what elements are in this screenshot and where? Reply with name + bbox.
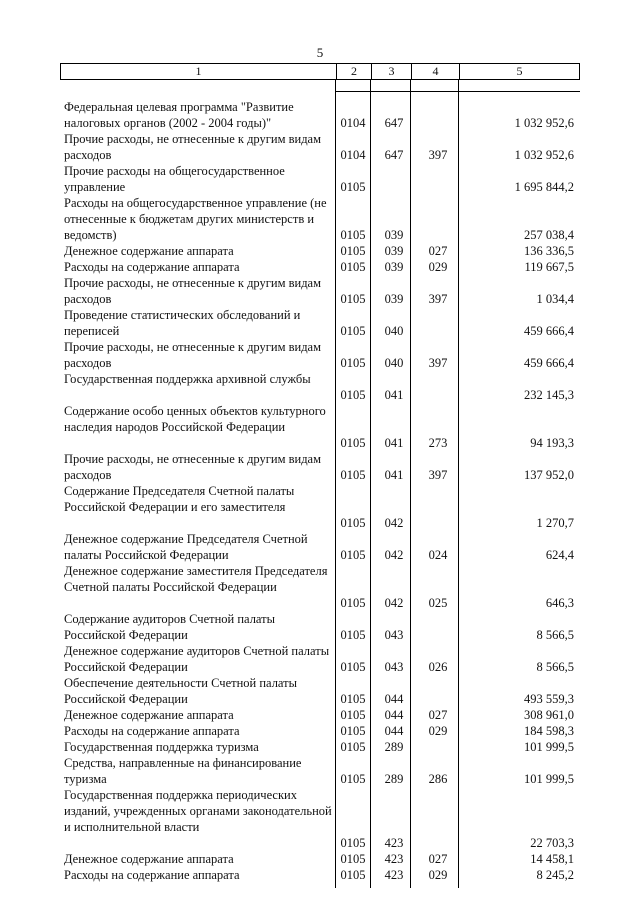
row-expense-code: 024 [428, 548, 448, 562]
row-section-code: 0105 [340, 628, 366, 642]
row-section-code: 0105 [340, 388, 366, 402]
table-row [64, 259, 580, 275]
row-name: Прочие расходы, не отнесенные к другим видам расходов [64, 276, 322, 306]
row-expense-code: 029 [428, 868, 448, 882]
row-section-code: 0105 [340, 324, 366, 338]
row-expense-code: 397 [428, 356, 448, 370]
row-section-code: 0105 [340, 260, 366, 274]
row-name: Средства, направленные на финансирование туризма [64, 756, 302, 786]
table-row [64, 195, 580, 243]
row-section-code: 0105 [340, 692, 366, 706]
row-amount: 459 666,4 [524, 356, 574, 370]
table-row [64, 787, 580, 851]
row-expense-code: 027 [428, 708, 448, 722]
row-name: Государственная поддержка туризма [64, 740, 259, 754]
table-header [60, 63, 580, 80]
row-amount: 1 032 952,6 [514, 148, 574, 162]
row-amount: 137 952,0 [524, 468, 574, 482]
row-amount: 14 458,1 [530, 852, 574, 866]
row-amount: 1 695 844,2 [514, 180, 574, 194]
row-name: Денежное содержание Председателя Счетной палаты Российской Федерации [64, 532, 308, 562]
row-section-code: 0105 [340, 516, 366, 530]
row-name: Обеспечение деятельности Счетной палаты Российской Федерации [64, 676, 298, 706]
table-row [64, 739, 580, 755]
table-row [64, 531, 580, 563]
row-target-code: 044 [384, 692, 404, 706]
table-row [64, 675, 580, 707]
row-section-code: 0105 [340, 244, 366, 258]
row-section-code: 0105 [340, 596, 366, 610]
row-target-code: 042 [384, 596, 404, 610]
row-name: Денежное содержание аудиторов Счетной палаты Российской Федерации [64, 644, 330, 674]
row-name: Прочие расходы, не отнесенные к другим видам расходов [64, 132, 322, 162]
row-name: Прочие расходы, не отнесенные к другим видам расходов [64, 340, 322, 370]
table-row [64, 131, 580, 163]
row-section-code: 0105 [340, 436, 366, 450]
row-target-code: 423 [384, 852, 404, 866]
table-row [64, 707, 580, 723]
row-expense-code: 397 [428, 148, 448, 162]
row-name: Государственная поддержка архивной службы [64, 372, 311, 386]
table-row [64, 403, 580, 451]
row-amount: 232 145,3 [524, 388, 574, 402]
row-target-code: 044 [384, 724, 404, 738]
row-target-code: 041 [384, 436, 404, 450]
row-section-code: 0105 [340, 356, 366, 370]
table-row [64, 483, 580, 531]
row-name: Содержание аудиторов Счетной палаты Российской Федерации [64, 612, 276, 642]
row-amount: 1 270,7 [536, 516, 574, 530]
row-name: Содержание Председателя Счетной палаты Российской Федерации и его заместителя [64, 484, 295, 514]
row-name: Прочие расходы, не отнесенные к другим видам расходов [64, 452, 322, 482]
row-section-code: 0105 [340, 724, 366, 738]
row-target-code: 289 [384, 772, 404, 786]
row-name: Расходы на содержание аппарата [64, 868, 240, 882]
row-section-code: 0105 [340, 868, 366, 882]
header-col-5: 5 [459, 64, 579, 79]
row-amount: 624,4 [545, 548, 574, 562]
row-expense-code: 029 [428, 260, 448, 274]
row-amount: 1 032 952,6 [514, 116, 574, 130]
row-name: Прочие расходы на общегосударственное управление [64, 164, 285, 194]
row-target-code: 423 [384, 868, 404, 882]
row-amount: 136 336,5 [524, 244, 574, 258]
row-target-code: 423 [384, 836, 404, 850]
table-body [64, 99, 580, 883]
row-amount: 22 703,3 [530, 836, 574, 850]
table-row [64, 99, 580, 131]
row-amount: 493 559,3 [524, 692, 574, 706]
row-name: Расходы на содержание аппарата [64, 260, 240, 274]
row-target-code: 039 [384, 292, 404, 306]
row-amount: 8 566,5 [536, 660, 574, 674]
row-amount: 94 193,3 [530, 436, 574, 450]
row-name: Денежное содержание заместителя Председателя Счетной палаты Российской Федерации [64, 564, 328, 594]
header-col-4: 4 [411, 64, 459, 79]
table-row [64, 339, 580, 371]
row-name: Федеральная целевая программа "Развитие налоговых органов (2002 - 2004 годы)" [64, 100, 294, 130]
row-amount: 119 667,5 [524, 260, 574, 274]
row-expense-code: 027 [428, 852, 448, 866]
row-name: Расходы на содержание аппарата [64, 724, 240, 738]
row-section-code: 0105 [340, 660, 366, 674]
row-target-code: 041 [384, 468, 404, 482]
row-section-code: 0104 [340, 148, 366, 162]
header-col-1: 1 [195, 64, 202, 78]
row-section-code: 0105 [340, 548, 366, 562]
row-divider [335, 91, 580, 92]
table-row [64, 371, 580, 403]
row-expense-code: 397 [428, 292, 448, 306]
row-expense-code: 273 [428, 436, 448, 450]
row-amount: 308 961,0 [524, 708, 574, 722]
row-expense-code: 027 [428, 244, 448, 258]
row-amount: 101 999,5 [524, 772, 574, 786]
row-name: Расходы на общегосударственное управление (не отнесенные к бюджетам других министерств и ведомств) [64, 196, 327, 242]
row-expense-code: 029 [428, 724, 448, 738]
page-number: 5 [316, 45, 324, 60]
row-target-code: 043 [384, 660, 404, 674]
row-section-code: 0105 [340, 708, 366, 722]
row-name: Содержание особо ценных объектов культурного наследия народов Российской Федерации [64, 404, 326, 434]
row-target-code: 043 [384, 628, 404, 642]
row-target-code: 289 [384, 740, 404, 754]
table-row [64, 755, 580, 787]
table-row [64, 307, 580, 339]
row-amount: 8 566,5 [536, 628, 574, 642]
row-expense-code: 286 [428, 772, 448, 786]
row-amount: 8 245,2 [536, 868, 574, 882]
row-section-code: 0105 [340, 180, 366, 194]
row-section-code: 0105 [340, 468, 366, 482]
table-row [64, 563, 580, 611]
row-target-code: 042 [384, 548, 404, 562]
table-row [64, 451, 580, 483]
table-row [64, 243, 580, 259]
table-row [64, 163, 580, 195]
row-target-code: 039 [384, 228, 404, 242]
row-section-code: 0105 [340, 772, 366, 786]
row-name: Денежное содержание аппарата [64, 708, 234, 722]
row-section-code: 0105 [340, 292, 366, 306]
row-section-code: 0104 [340, 116, 366, 130]
table-row [64, 275, 580, 307]
row-target-code: 041 [384, 388, 404, 402]
header-col-2: 2 [336, 64, 371, 79]
row-expense-code: 026 [428, 660, 448, 674]
row-target-code: 044 [384, 708, 404, 722]
row-name: Проведение статистических обследований и переписей [64, 308, 301, 338]
row-target-code: 039 [384, 244, 404, 258]
row-target-code: 040 [384, 324, 404, 338]
table-row [64, 851, 580, 867]
row-section-code: 0105 [340, 836, 366, 850]
row-name: Государственная поддержка периодических изданий, учрежденных органами законодательной и исполнительной власти [64, 788, 332, 834]
row-amount: 257 038,4 [524, 228, 574, 242]
header-col-3: 3 [371, 64, 411, 79]
row-amount: 1 034,4 [536, 292, 574, 306]
row-target-code: 647 [384, 148, 404, 162]
row-amount: 646,3 [545, 596, 574, 610]
table-row [64, 867, 580, 883]
row-target-code: 040 [384, 356, 404, 370]
row-name: Денежное содержание аппарата [64, 244, 234, 258]
row-target-code: 647 [384, 116, 404, 130]
table-row [64, 611, 580, 643]
row-target-code: 042 [384, 516, 404, 530]
row-expense-code: 025 [428, 596, 448, 610]
row-section-code: 0105 [340, 228, 366, 242]
table-row [64, 643, 580, 675]
row-amount: 459 666,4 [524, 324, 574, 338]
row-name: Денежное содержание аппарата [64, 852, 234, 866]
row-target-code: 039 [384, 260, 404, 274]
table-row [64, 723, 580, 739]
row-section-code: 0105 [340, 852, 366, 866]
row-section-code: 0105 [340, 740, 366, 754]
row-expense-code: 397 [428, 468, 448, 482]
row-amount: 184 598,3 [524, 724, 574, 738]
row-amount: 101 999,5 [524, 740, 574, 754]
